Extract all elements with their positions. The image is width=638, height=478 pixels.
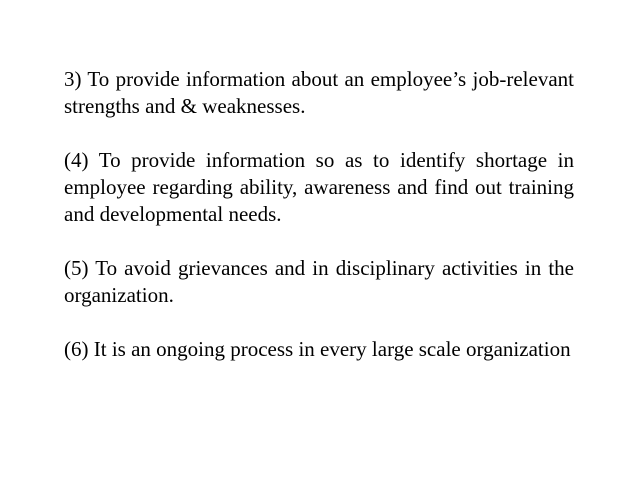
paragraph-point-6: (6) It is an ongoing process in every large scale organization xyxy=(64,337,571,361)
paragraph-point-3: 3) To provide information about an employee’s job-relevant strengths and & weaknesses. xyxy=(64,67,574,118)
slide-body xyxy=(64,66,574,363)
paragraph-point-4: (4) To provide information so as to identify shortage in employee regarding ability, awareness and find out training and developmental needs. xyxy=(64,148,574,226)
paragraph-point-5: (5) To avoid grievances and in disciplinary activities in the organization. xyxy=(64,256,574,307)
